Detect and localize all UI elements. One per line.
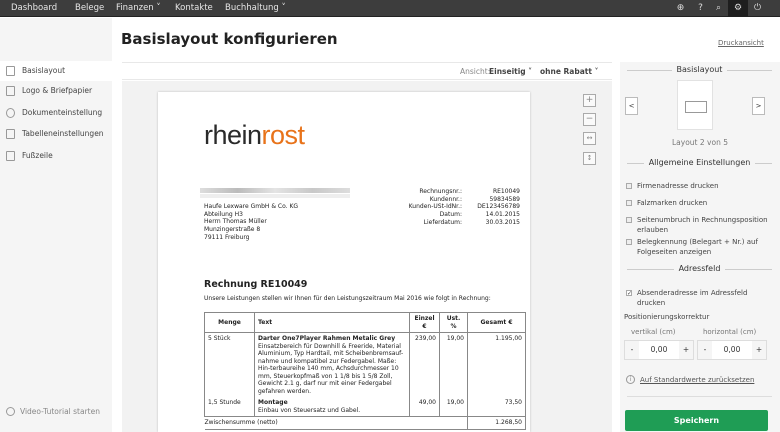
sidebar-item-dokument[interactable] <box>0 103 112 123</box>
table-row <box>205 397 526 417</box>
reset-defaults-link[interactable]: Auf Standardwerte zurücksetzen <box>640 376 755 384</box>
table-header <box>205 313 526 333</box>
vertical-increment[interactable]: + <box>679 341 693 359</box>
nav-belege[interactable]: Belege <box>75 3 105 13</box>
page-title: Basislayout konfigurieren <box>121 30 338 48</box>
col-ust: Ust. % <box>440 313 468 333</box>
cell-vat: 19,00 <box>440 397 468 417</box>
cell-total: 1.195,00 <box>468 333 526 398</box>
discount-dropdown[interactable]: ohne Rabatt ˅ <box>540 67 599 76</box>
subtotal-label: Zwischensumme (netto) <box>205 417 468 430</box>
table-icon <box>6 129 15 139</box>
nav-dashboard[interactable]: Dashboard <box>11 3 58 13</box>
gear-icon <box>6 108 15 118</box>
horizontal-label: horizontal (cm) <box>703 328 757 336</box>
horizontal-stepper[interactable] <box>697 340 767 360</box>
sidebar-item-basislayout[interactable] <box>0 61 112 81</box>
sidebar <box>0 18 112 432</box>
subtotal-row <box>205 417 526 430</box>
sidebar-item-label: Dokumenteinstellung <box>22 108 103 117</box>
invoice-table <box>204 312 526 430</box>
checkbox-falzmarken[interactable]: Falzmarken drucken <box>626 198 776 208</box>
image-icon <box>6 86 15 96</box>
view-label: Ansicht: <box>460 67 491 76</box>
vertical-label: vertikal (cm) <box>631 328 676 336</box>
invoice-meta-values: RE10049 59834589 DE123456789 14.01.2015 30.03.2015 <box>477 188 520 226</box>
nav-finanzen[interactable]: Finanzen ˅ <box>116 3 161 13</box>
checkbox-seitenumbruch[interactable]: Seitenumbruch in Rechnungsposition erlauben <box>626 215 776 235</box>
tutorial-label: Video-Tutorial starten <box>20 407 100 416</box>
cell-unit: 239,00 <box>410 333 440 398</box>
horizontal-input[interactable]: 0,00 <box>723 345 741 354</box>
layout-thumbnail[interactable] <box>677 80 713 130</box>
horizontal-increment[interactable]: + <box>752 341 766 359</box>
invoice-intro: Unsere Leistungen stellen wir Ihnen für den Leistungszeitraum Mai 2016 wie folgt in Rechnung: <box>204 295 491 302</box>
section-adressfeld: Adressfeld <box>627 264 772 273</box>
cell-qty: 5 Stück <box>205 333 255 398</box>
cell-vat: 19,00 <box>440 333 468 398</box>
table-row <box>205 333 526 398</box>
save-button[interactable]: Speichern <box>625 410 768 431</box>
col-gesamt: Gesamt € <box>468 313 526 333</box>
discount-value: ohne Rabatt <box>540 67 592 76</box>
layout-counter: Layout 2 von 5 <box>672 138 728 147</box>
vertical-input[interactable]: 0,00 <box>650 345 668 354</box>
cell-unit: 49,00 <box>410 397 440 417</box>
cell-text: Darter One7Player Rahmen Metalic Grey Einsatzbereich für Downhill & Freeride, Material Aluminium, Typ Hardtail, mit Scheibenbremsauf-nahme und kompatibel zur Federgabel. Maße: Hin-terbaureihe 140 mm, Achsdurchmesser 10 mm, Steuerkopfmaß von 1 1/8 bis 1 5/8 Zoll, Gewicht 2.1 g, darf nur mit einer Federgabel gefahren werden. <box>255 333 410 398</box>
recipient-address: Haufe Lexware GmbH & Co. KG Abteilung H3 Herrn Thomas Müller Munzingerstraße 8 79111 Freiburg <box>204 203 299 241</box>
sidebar-item-label: Basislayout <box>22 66 66 75</box>
horizontal-decrement[interactable]: - <box>698 341 712 359</box>
print-view-link[interactable]: Druckansicht <box>718 39 764 47</box>
play-icon <box>6 407 15 416</box>
divider <box>627 396 772 397</box>
company-logo: rheinrost <box>204 120 305 150</box>
cell-qty: 1,5 Stunde <box>205 397 255 417</box>
zoom-in-button[interactable]: + <box>583 94 596 107</box>
view-bar <box>122 62 612 80</box>
sidebar-item-fusszeile[interactable] <box>0 146 112 166</box>
checkbox-absender[interactable]: ✓ Absenderadresse im Adressfeld drucken <box>627 289 748 307</box>
sidebar-item-label: Tabelleneinstellungen <box>22 129 104 138</box>
settings-icon[interactable]: ⚙ <box>728 0 748 17</box>
thumbnail-table <box>685 101 707 113</box>
sidebar-item-tabelle[interactable] <box>0 124 112 144</box>
checkbox-belegkennung[interactable]: Belegkennung (Belegart + Nr.) auf Folgeseiten anzeigen <box>626 237 776 257</box>
checkbox-firmenadresse[interactable]: Firmenadresse drucken <box>626 181 776 191</box>
plus-circle-icon[interactable]: ⊕ <box>676 3 685 13</box>
zoom-out-button[interactable]: − <box>583 113 596 126</box>
blurred-sender-line <box>200 188 350 193</box>
section-basislayout: Basislayout <box>627 65 772 74</box>
sidebar-item-label: Logo & Briefpapier <box>22 86 93 95</box>
next-layout-button[interactable]: > <box>752 97 765 115</box>
invoice-meta-labels: Rechnungsnr.: Kundennr.: Kunden-USt-IdNr.: Datum: Lieferdatum: <box>408 188 462 226</box>
sidebar-item-logo[interactable] <box>0 81 112 101</box>
footer-icon <box>6 151 15 161</box>
vertical-decrement[interactable]: - <box>625 341 639 359</box>
power-icon[interactable]: ⏻ <box>753 3 762 13</box>
fit-width-button[interactable]: ↔ <box>583 132 596 145</box>
video-tutorial-link[interactable] <box>0 402 112 422</box>
correction-label: Positionierungskorrektur <box>624 313 710 321</box>
view-dropdown[interactable]: Einseitig ˅ <box>489 67 533 76</box>
view-value: Einseitig <box>489 67 526 76</box>
col-einzel: Einzel € <box>410 313 440 333</box>
subtotal-value: 1.268,50 <box>468 417 526 430</box>
info-icon: i <box>626 375 635 384</box>
nav-buchhaltung[interactable]: Buchhaltung ˅ <box>225 3 286 13</box>
cell-total: 73,50 <box>468 397 526 417</box>
search-icon[interactable]: ⌕ <box>715 3 722 13</box>
help-icon[interactable]: ? <box>698 3 703 13</box>
vertical-stepper[interactable] <box>624 340 694 360</box>
top-nav <box>0 0 780 17</box>
cell-text: Montage Einbau von Steuersatz und Gabel. <box>255 397 410 417</box>
sidebar-item-label: Fußzeile <box>22 151 53 160</box>
invoice-heading: Rechnung RE10049 <box>204 279 308 290</box>
fit-height-button[interactable]: ↕ <box>583 152 596 165</box>
blurred-sender-line <box>200 194 350 198</box>
layout-icon <box>6 66 15 76</box>
section-general: Allgemeine Einstellungen <box>627 158 772 167</box>
prev-layout-button[interactable]: < <box>625 97 638 115</box>
nav-kontakte[interactable]: Kontakte <box>175 3 213 13</box>
col-menge: Menge <box>205 313 255 333</box>
col-text: Text <box>255 313 410 333</box>
